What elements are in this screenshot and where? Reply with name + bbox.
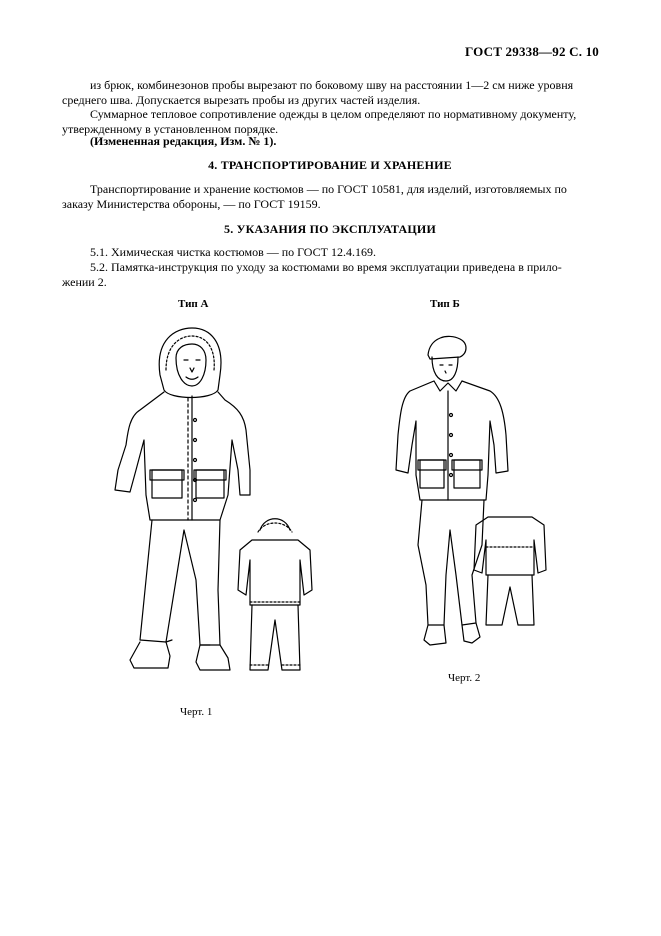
paragraph-samples bbox=[62, 78, 600, 107]
pocket-left bbox=[152, 470, 182, 498]
pocket-left bbox=[420, 460, 444, 488]
text-line: 5.2. Памятка-инструкция по уходу за костюмами во время эксплуатации приведена в прило- bbox=[90, 260, 562, 274]
type-b-label: Тип Б bbox=[430, 298, 460, 310]
text-line: Транспортирование и хранение костюмов — по ГОСТ 10581, для изделий, изготовляемых по bbox=[90, 182, 567, 196]
pocket-right bbox=[196, 470, 224, 498]
figure-1-caption: Черт. 1 bbox=[180, 706, 213, 718]
shoe-right bbox=[462, 623, 480, 643]
text-line: из брюк, комбинезонов пробы вырезают по боковому шву на расстоянии 1—2 см ниже уровня bbox=[90, 78, 574, 92]
text-line: заказу Министерства обороны, — по ГОСТ 19159. bbox=[62, 196, 321, 211]
trousers bbox=[140, 520, 220, 645]
text-line: Суммарное тепловое сопротивление одежды в целом определяют по нормативному документу, bbox=[90, 107, 577, 121]
shoe-left bbox=[424, 625, 446, 645]
amendment-note: (Измененная редакция, Изм. № 1). bbox=[90, 134, 277, 148]
text-line: жении 2. bbox=[62, 274, 107, 289]
hood-fur bbox=[166, 336, 214, 370]
paragraph-5-2 bbox=[62, 260, 600, 289]
figure-2-caption: Черт. 2 bbox=[448, 672, 481, 684]
section-5-heading: 5. УКАЗАНИЯ ПО ЭКСПЛУАТАЦИИ bbox=[224, 222, 436, 236]
paragraph-thermal bbox=[62, 107, 600, 136]
boot-right bbox=[196, 645, 230, 670]
jacket bbox=[115, 392, 250, 520]
page-header: ГОСТ 29338—92 С. 10 bbox=[465, 44, 599, 59]
paragraph-5-1: 5.1. Химическая чистка костюмов — по ГОСТ 12.4.169. bbox=[90, 245, 376, 259]
hood bbox=[159, 328, 221, 398]
figure-type-b-illustration bbox=[390, 325, 570, 665]
back-view-jacket bbox=[474, 517, 546, 575]
text-line: среднего шва. Допускается вырезать пробы из других частей изделия. bbox=[62, 92, 421, 107]
back-view-trousers bbox=[486, 575, 534, 625]
type-a-label: Тип А bbox=[178, 298, 209, 310]
section-4-heading: 4. ТРАНСПОРТИРОВАНИЕ И ХРАНЕНИЕ bbox=[208, 158, 452, 172]
paragraph-transport bbox=[62, 182, 600, 211]
back-view-hood bbox=[260, 519, 290, 530]
jacket bbox=[396, 381, 508, 500]
back-view-trousers bbox=[250, 605, 300, 670]
pocket-right bbox=[454, 460, 480, 488]
figure-type-a-illustration bbox=[100, 320, 340, 690]
text-line: утвержденному в установленном порядке. bbox=[62, 121, 279, 136]
back-view-jacket bbox=[238, 540, 312, 605]
boot-left bbox=[130, 642, 170, 668]
beret bbox=[428, 336, 466, 359]
face bbox=[432, 357, 458, 381]
